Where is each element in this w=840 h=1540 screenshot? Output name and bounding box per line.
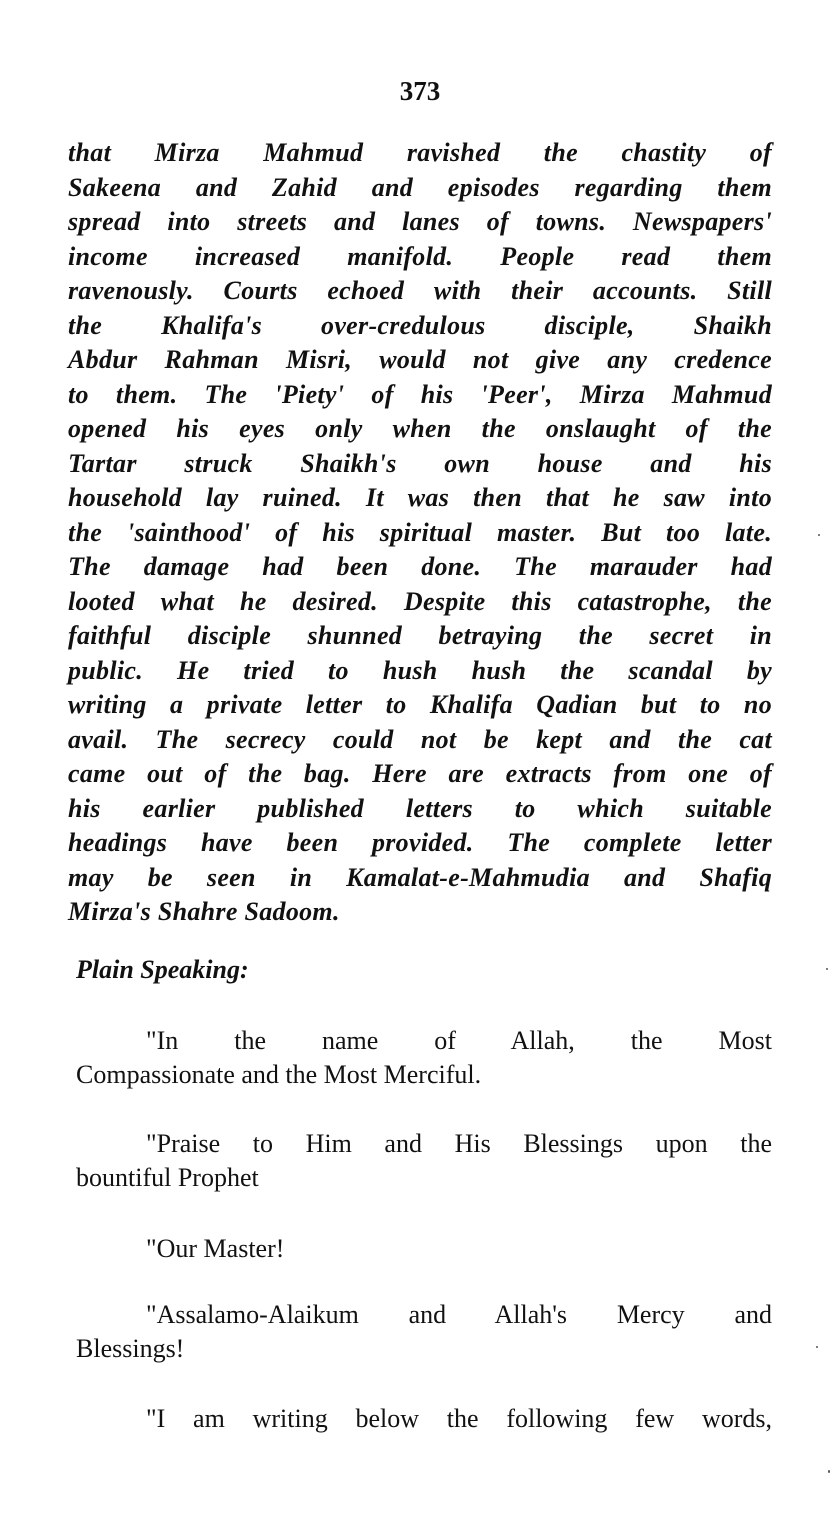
passage-line: that Mirza Mahmud ravished the chastity of: [68, 138, 772, 167]
paragraph-line: "I am writing below the following few words,: [146, 1404, 772, 1433]
passage-line: spread into streets and lanes of towns. Newspapers': [68, 207, 772, 236]
passage-line: headings have been provided. The complete letter: [68, 828, 772, 857]
letter-paragraph-salutation: [76, 1232, 772, 1266]
passage-line: came out of the bag. Here are extracts from one of: [68, 759, 772, 788]
letter-paragraph-praise: [76, 1127, 772, 1195]
passage-line: writing a private letter to Khalifa Qadian but to no: [68, 690, 772, 719]
paragraph-line: Blessings!: [76, 1334, 185, 1363]
passage-line: Sakeena and Zahid and episodes regarding them: [68, 172, 772, 202]
passage-line: to them. The 'Piety' of his 'Peer', Mirza Mahmud: [68, 379, 772, 409]
passage-line: looted what he desired. Despite this catastrophe, the: [68, 586, 772, 616]
section-heading: Plain Speaking:: [76, 955, 249, 984]
passage-line: the Khalifa's over-credulous disciple, Shaikh: [68, 310, 772, 340]
passage-line: ravenously. Courts echoed with their accounts. Still: [68, 276, 772, 305]
passage-line: may be seen in Kamalat-e-Mahmudia and Shafiq: [68, 862, 772, 892]
paragraph-line: Compassionate and the Most Merciful.: [76, 1060, 482, 1089]
letter-paragraph-greeting: [76, 1298, 772, 1366]
passage-line: opened his eyes only when the onslaught of the: [68, 414, 772, 443]
passage-line: avail. The secrecy could not be kept and the cat: [68, 724, 772, 754]
scan-speck: [818, 534, 820, 536]
passage-line: the 'sainthood' of his spiritual master. But too late.: [68, 517, 772, 547]
italic-passage: [68, 136, 772, 930]
passage-line: The damage had been done. The marauder had: [68, 552, 772, 581]
scan-speck: [826, 968, 828, 970]
paragraph-line: bountiful Prophet: [76, 1163, 259, 1192]
passage-line: income increased manifold. People read them: [68, 241, 772, 271]
passage-line: Mirza's Shahre Sadoom.: [68, 897, 340, 926]
passage-line: public. He tried to hush hush the scandal by: [68, 655, 772, 685]
paragraph-line: "Assalamo-Alaikum and Allah's Mercy and: [146, 1300, 772, 1329]
passage-line: Abdur Rahman Misri, would not give any credence: [68, 345, 772, 374]
scan-speck: [816, 1346, 818, 1348]
letter-paragraph-opening: [76, 1402, 772, 1436]
paragraph-line: "Praise to Him and His Blessings upon the: [146, 1129, 772, 1158]
passage-line: Tartar struck Shaikh's own house and his: [68, 448, 772, 478]
page-number: 373: [399, 76, 441, 106]
letter-paragraph-invocation: [76, 1024, 772, 1092]
passage-line: faithful disciple shunned betraying the secret in: [68, 621, 772, 650]
passage-line: household lay ruined. It was then that he saw into: [68, 483, 772, 512]
passage-line: his earlier published letters to which suitable: [68, 793, 772, 823]
scan-speck: [828, 1470, 830, 1473]
paragraph-line: "Our Master!: [146, 1234, 285, 1263]
paragraph-line: "In the name of Allah, the Most: [146, 1026, 772, 1055]
